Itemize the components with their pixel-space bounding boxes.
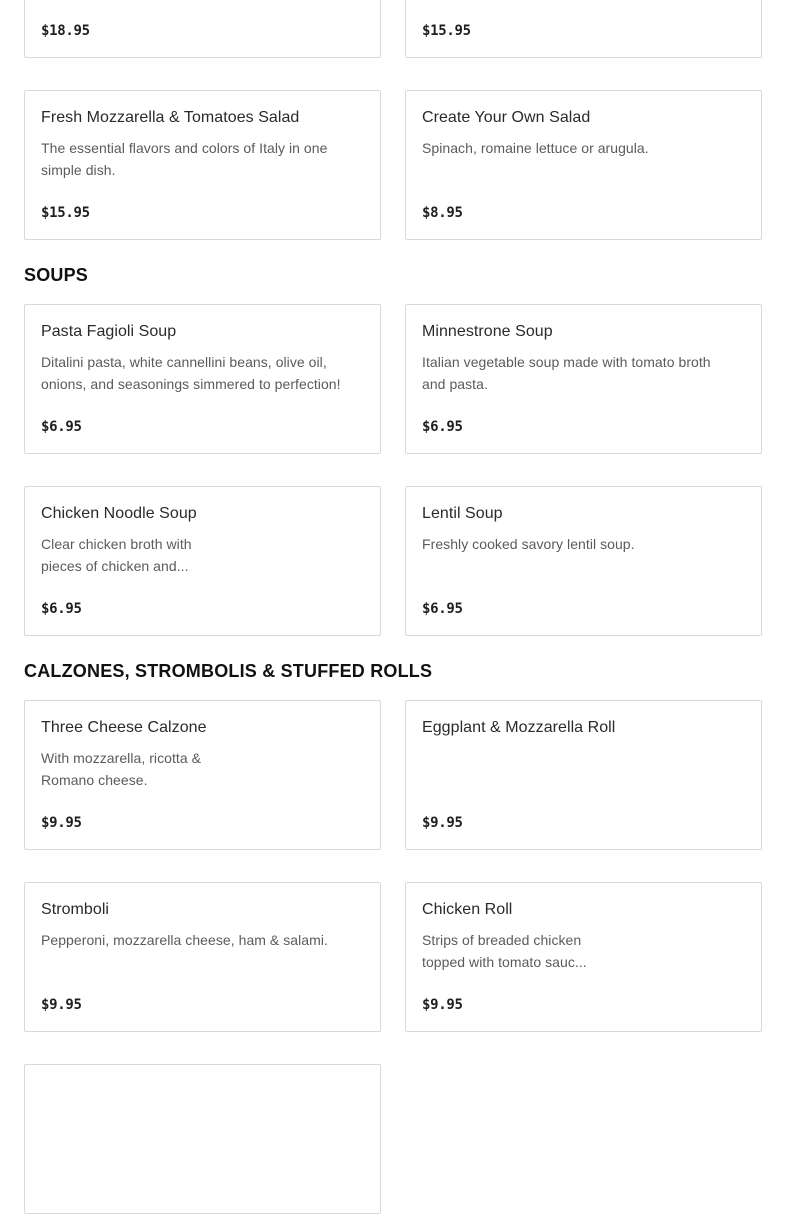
item-name: Fresh Mozzarella & Tomatoes Salad bbox=[41, 109, 300, 126]
section-heading-soups: SOUPS bbox=[24, 265, 89, 285]
item-name: Three Cheese Calzone bbox=[41, 719, 207, 736]
menu-item-chicken-roll[interactable] bbox=[405, 882, 762, 1032]
item-description: Freshly cooked savory lentil soup. bbox=[422, 536, 635, 552]
menu-item-card[interactable] bbox=[405, 0, 762, 58]
item-name: Chicken Noodle Soup bbox=[41, 505, 197, 522]
item-price: $18.95 bbox=[41, 23, 90, 39]
item-price: $6.95 bbox=[41, 601, 82, 617]
item-price: $15.95 bbox=[41, 205, 90, 221]
menu-item-card[interactable] bbox=[24, 0, 381, 58]
item-price: $6.95 bbox=[422, 419, 463, 435]
item-name: Pasta Fagioli Soup bbox=[41, 323, 177, 340]
item-price: $9.95 bbox=[422, 815, 463, 831]
menu-item-eggplant-mozzarella-roll[interactable] bbox=[405, 700, 762, 850]
item-price: $9.95 bbox=[41, 997, 82, 1013]
menu-item-chicken-noodle-soup[interactable] bbox=[24, 486, 381, 636]
menu-item-card[interactable] bbox=[24, 1064, 381, 1214]
item-description: The essential flavors and colors of Italy in one simple dish. bbox=[41, 140, 328, 178]
item-description: Italian vegetable soup made with tomato broth and pasta. bbox=[422, 354, 711, 392]
menu-item-lentil-soup[interactable] bbox=[405, 486, 762, 636]
item-name: Eggplant & Mozzarella Roll bbox=[422, 719, 616, 736]
item-description: Strips of breaded chicken topped with tomato sauc... bbox=[422, 932, 587, 970]
item-name: Create Your Own Salad bbox=[422, 109, 591, 126]
item-price: $6.95 bbox=[41, 419, 82, 435]
item-price: $15.95 bbox=[422, 23, 471, 39]
item-description: Pepperoni, mozzarella cheese, ham & salami. bbox=[41, 932, 328, 948]
menu-item-minnestrone-soup[interactable] bbox=[405, 304, 762, 454]
item-price: $8.95 bbox=[422, 205, 463, 221]
item-price: $9.95 bbox=[422, 997, 463, 1013]
menu-item-three-cheese-calzone[interactable] bbox=[24, 700, 381, 850]
item-name: Stromboli bbox=[41, 901, 110, 918]
item-description: Clear chicken broth with pieces of chicken and... bbox=[41, 536, 192, 574]
item-name: Chicken Roll bbox=[422, 901, 513, 918]
item-price: $9.95 bbox=[41, 815, 82, 831]
item-name: Lentil Soup bbox=[422, 505, 503, 522]
item-description: Spinach, romaine lettuce or arugula. bbox=[422, 140, 649, 156]
menu-item-stromboli[interactable] bbox=[24, 882, 381, 1032]
menu-item-fresh-mozzarella-tomatoes-salad[interactable] bbox=[24, 90, 381, 240]
item-price: $6.95 bbox=[422, 601, 463, 617]
menu-item-create-your-own-salad[interactable] bbox=[405, 90, 762, 240]
item-description: With mozzarella, ricotta & Romano cheese. bbox=[41, 750, 202, 788]
item-name: Minnestrone Soup bbox=[422, 323, 553, 340]
item-description: Ditalini pasta, white cannellini beans, olive oil, onions, and seasonings simmered to perfection! bbox=[41, 354, 341, 392]
menu-item-pasta-fagioli-soup[interactable] bbox=[24, 304, 381, 454]
section-heading-calzones: CALZONES, STROMBOLIS & STUFFED ROLLS bbox=[24, 661, 433, 681]
